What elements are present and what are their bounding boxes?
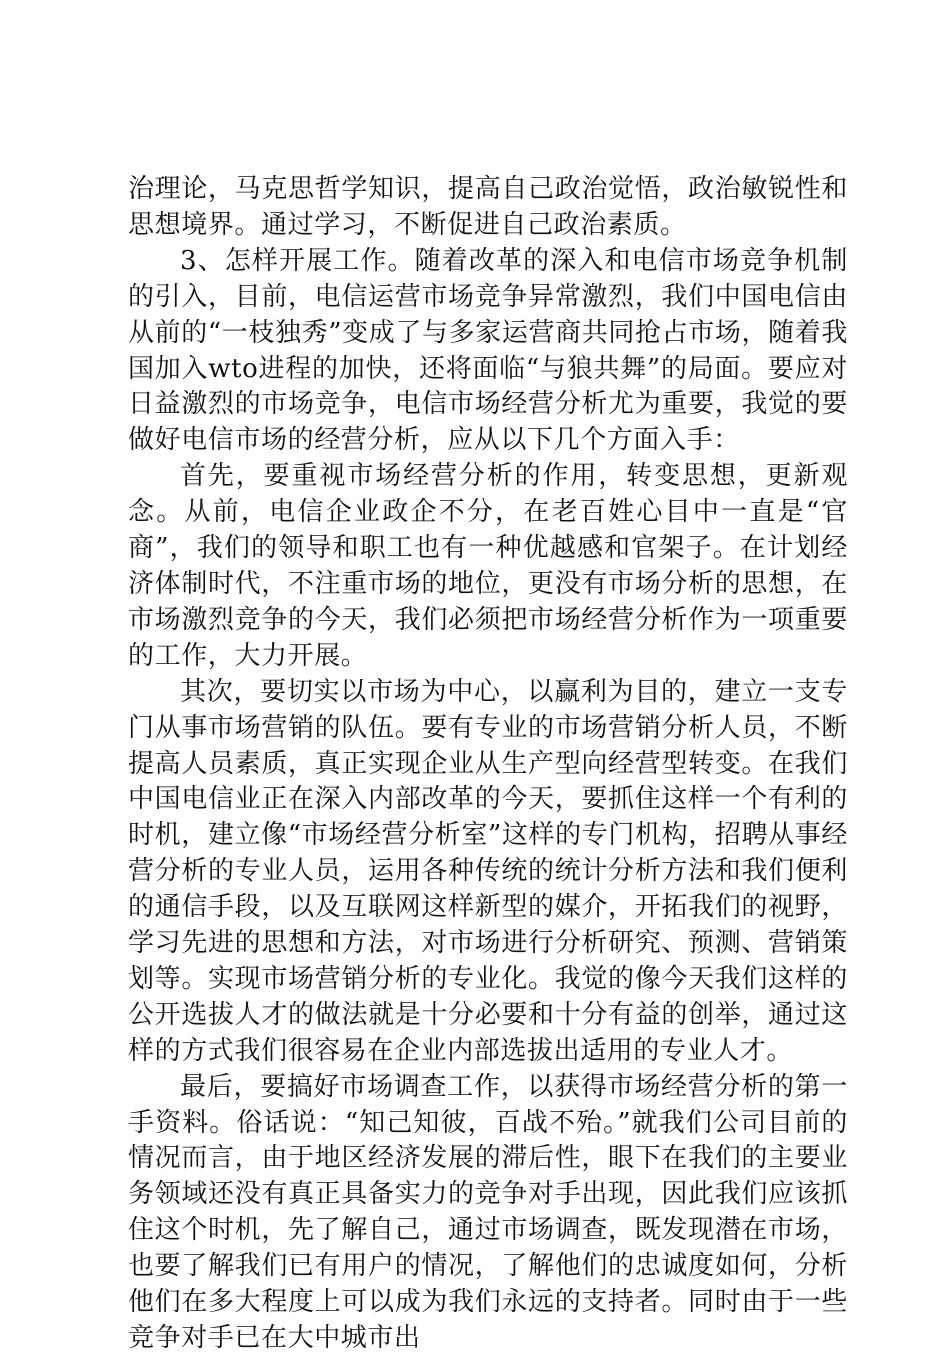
paragraph-2: 3、怎样开展工作。随着改革的深入和电信市场竞争机制的引入，目前，电信运营市场竞争异常激烈，我们中国电信由从前的“一枝独秀”变成了与多家运营商共同抢占市场，随着我国加入wto进程的加快，还将面临“与狼共舞”的局面。要应对日益激烈的市场竞争，电信市场经营分析尤为重要，我觉的要做好电信市场的经营分析，应从以下几个方面入手： bbox=[128, 245, 848, 456]
paragraph-3: 首先，要重视市场经营分析的作用，转变思想，更新观念。从前，电信企业政企不分，在老百姓心目中一直是“官商”，我们的领导和职工也有一种优越感和官架子。在计划经济体制时代，不注重市场的地位，更没有市场分析的思想，在市场激烈竞争的今天，我们必须把市场经营分析作为一项重要的工作，大力开展。 bbox=[128, 461, 848, 671]
paragraph-4: 其次，要切实以市场为中心，以赢利为目的，建立一支专门从事市场营销的队伍。要有专业的市场营销分析人员，不断提高人员素质，真正实现企业从生产型向经营型转变。在我们中国电信业正在深入内部改革的今天，要抓住这样一个有利的时机，建立像“市场经营分析室”这样的专门机构，招聘从事经营分析的专业人员，运用各种传统的统计分析方法和我们便利的通信手段，以及互联网这样新型的媒介，开拓我们的视野，学习先进的思想和方法，对市场进行分析研究、预测、营销策划等。实现市场营销分析的专业化。我觉的像今天我们这样的公开选拔人才的做法就是十分必要和十分有益的创举，通过这样的方式我们很容易在企业内部选拔出适用的专业人才。 bbox=[128, 676, 848, 1066]
paragraph-5: 最后，要搞好市场调查工作，以获得市场经营分析的第一手资料。俗话说：“知己知彼，百战不殆。”就我们公司目前的情况而言，由于地区经济发展的滞后性，眼下在我们的主要业务领域还没有真正具备实力的竞争对手出现，因此我们应该抓住这个时机，先了解自己，通过市场调查，既发现潜在市场，也要了解我们已有用户的情况，了解他们的忠诚度如何，分析他们在多大程度上可以成为我们永远的支持者。同时由于一些竞争对手已在大中城市出 bbox=[128, 1071, 848, 1353]
paragraph-1: 治理论，马克思哲学知识，提高自己政治觉悟，政治敏锐性和思想境界。通过学习，不断促进自己政治素质。 bbox=[128, 174, 848, 240]
document-body bbox=[128, 172, 848, 1357]
